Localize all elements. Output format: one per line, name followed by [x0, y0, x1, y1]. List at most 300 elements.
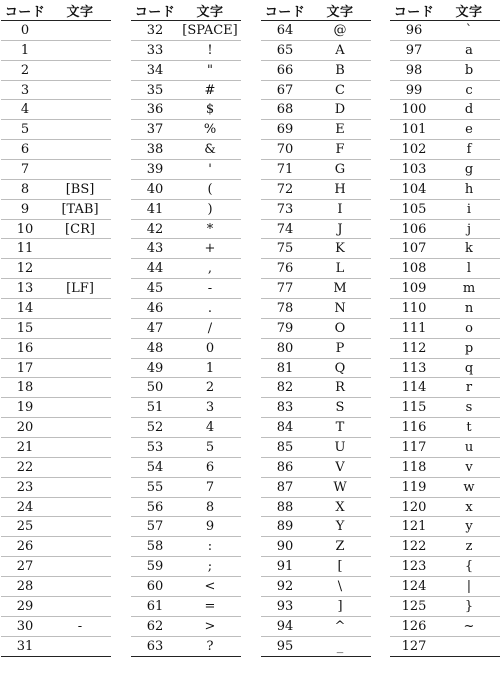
table-row: [390, 498, 500, 518]
code-cell: 91: [276, 559, 294, 575]
char-cell: W: [333, 479, 347, 495]
table-row: [131, 597, 241, 617]
code-cell: 120: [401, 499, 427, 515]
code-cell: 56: [146, 499, 164, 515]
table-row: [1, 637, 111, 657]
table-row: [261, 239, 371, 259]
char-cell: k: [465, 241, 473, 257]
char-cell: w: [463, 479, 475, 495]
char-cell: P: [335, 340, 345, 356]
code-cell: 7: [20, 161, 30, 177]
table-row: [1, 21, 111, 41]
table-row: [1, 517, 111, 537]
table-body: [390, 21, 500, 657]
table-row: [390, 597, 500, 617]
char-cell: b: [464, 62, 474, 78]
char-cell: I: [337, 201, 343, 217]
table-row: [390, 160, 500, 180]
char-header: 文字: [196, 4, 224, 20]
table-body: [131, 21, 241, 657]
table-row: [1, 160, 111, 180]
code-cell: 4: [20, 102, 30, 118]
char-cell: p: [464, 340, 474, 356]
table-row: [1, 537, 111, 557]
code-cell: 61: [146, 598, 164, 614]
table-row: [261, 458, 371, 478]
char-cell: 3: [205, 400, 215, 416]
code-cell: 47: [146, 320, 164, 336]
table-row: [390, 41, 500, 61]
table-row: [261, 339, 371, 359]
code-cell: 80: [276, 340, 294, 356]
code-cell: 62: [146, 618, 164, 634]
char-cell: z: [465, 539, 473, 555]
char-cell: 8: [205, 499, 215, 515]
table-block-3: [390, 0, 500, 657]
char-cell: [LF]: [66, 281, 94, 297]
table-row: [1, 398, 111, 418]
code-cell: 58: [146, 539, 164, 555]
code-cell: 92: [276, 578, 294, 594]
code-cell: 79: [276, 320, 294, 336]
char-cell: K: [335, 241, 345, 257]
table-row: [261, 398, 371, 418]
table-row: [390, 517, 500, 537]
char-cell: ]: [337, 598, 343, 614]
table-block-0: [1, 0, 111, 657]
table-row: [261, 279, 371, 299]
char-cell: >: [204, 618, 216, 634]
table-row: [1, 478, 111, 498]
char-cell: {: [464, 559, 474, 575]
table-row: [261, 418, 371, 438]
char-cell: q: [464, 360, 474, 376]
table-row: [390, 359, 500, 379]
code-cell: 44: [146, 261, 164, 277]
char-cell: [SPACE]: [182, 22, 238, 38]
code-cell: 121: [401, 519, 427, 535]
char-cell: X: [335, 499, 345, 515]
char-cell: e: [465, 122, 473, 138]
table-row: [1, 220, 111, 240]
table-row: [131, 220, 241, 240]
char-cell: S: [335, 400, 345, 416]
code-cell: 73: [276, 201, 294, 217]
code-cell: 85: [276, 439, 294, 455]
code-cell: 49: [146, 360, 164, 376]
table-row: [131, 61, 241, 81]
char-cell: /: [207, 320, 213, 336]
code-cell: 66: [276, 62, 294, 78]
code-cell: 114: [401, 380, 427, 396]
char-cell: \: [337, 578, 343, 594]
code-cell: 87: [276, 479, 294, 495]
table-row: [131, 537, 241, 557]
table-row: [131, 398, 241, 418]
table-row: [390, 100, 500, 120]
table-row: [131, 21, 241, 41]
char-cell: 9: [205, 519, 215, 535]
char-cell: 6: [205, 459, 215, 475]
table-row: [131, 81, 241, 101]
char-cell: [BS]: [65, 181, 95, 197]
code-cell: 39: [146, 161, 164, 177]
table-row: [131, 617, 241, 637]
table-row: [131, 458, 241, 478]
char-cell: N: [334, 300, 346, 316]
table-body: [261, 21, 371, 657]
char-cell: Q: [334, 360, 346, 376]
table-row: [1, 458, 111, 478]
code-cell: 95: [276, 638, 294, 654]
table-row: [131, 299, 241, 319]
code-cell: 20: [16, 420, 34, 436]
char-cell: =: [204, 598, 216, 614]
code-header: コード: [264, 4, 306, 20]
table-row: [390, 637, 500, 657]
code-cell: 6: [20, 142, 30, 158]
code-cell: 118: [401, 459, 427, 475]
char-cell: *: [206, 221, 214, 237]
char-cell: Z: [335, 539, 345, 555]
code-cell: 31: [16, 638, 34, 654]
code-cell: 45: [146, 281, 164, 297]
code-cell: 48: [146, 340, 164, 356]
code-cell: 108: [401, 261, 427, 277]
table-row: [261, 21, 371, 41]
table-row: [390, 537, 500, 557]
table-row: [261, 438, 371, 458]
table-row: [390, 478, 500, 498]
code-cell: 81: [276, 360, 294, 376]
table-header: [131, 0, 241, 21]
code-cell: 75: [276, 241, 294, 257]
table-row: [131, 100, 241, 120]
char-cell: ~: [463, 618, 475, 634]
code-cell: 9: [20, 201, 30, 217]
char-cell: 0: [205, 340, 215, 356]
char-header: 文字: [455, 4, 483, 20]
code-cell: 89: [276, 519, 294, 535]
char-cell: v: [465, 459, 473, 475]
char-cell: M: [333, 281, 347, 297]
char-cell: B: [335, 62, 345, 78]
char-cell: o: [465, 320, 473, 336]
code-cell: 11: [16, 241, 34, 257]
char-cell: +: [204, 241, 216, 257]
char-cell: T: [335, 420, 345, 436]
table-row: [261, 378, 371, 398]
char-cell: i: [466, 201, 472, 217]
code-cell: 67: [276, 82, 294, 98]
char-cell: n: [464, 300, 474, 316]
char-cell: ,: [207, 261, 213, 277]
code-cell: 82: [276, 380, 294, 396]
code-cell: 63: [146, 638, 164, 654]
code-cell: 0: [20, 22, 30, 38]
table-row: [261, 41, 371, 61]
char-cell: d: [464, 102, 474, 118]
table-row: [390, 200, 500, 220]
code-cell: 106: [401, 221, 427, 237]
code-cell: 83: [276, 400, 294, 416]
code-cell: 40: [146, 181, 164, 197]
char-cell: R: [335, 380, 345, 396]
char-cell: Y: [335, 519, 345, 535]
char-cell: h: [464, 181, 474, 197]
table-row: [261, 259, 371, 279]
table-row: [131, 438, 241, 458]
table-row: [1, 597, 111, 617]
code-cell: 96: [405, 22, 423, 38]
char-cell: _: [336, 638, 344, 654]
code-cell: 37: [146, 122, 164, 138]
code-cell: 53: [146, 439, 164, 455]
code-cell: 103: [401, 161, 427, 177]
code-cell: 13: [16, 281, 34, 297]
char-cell: f: [466, 142, 472, 158]
table-row: [1, 259, 111, 279]
code-cell: 27: [16, 559, 34, 575]
code-cell: 101: [401, 122, 427, 138]
table-row: [261, 220, 371, 240]
char-cell: A: [335, 42, 345, 58]
code-cell: 33: [146, 42, 164, 58]
table-row: [390, 81, 500, 101]
table-row: [1, 359, 111, 379]
table-header: [390, 0, 500, 21]
table-row: [261, 200, 371, 220]
char-cell: .: [207, 300, 213, 316]
char-cell: g: [464, 161, 474, 177]
char-cell: r: [465, 380, 473, 396]
code-cell: 17: [16, 360, 34, 376]
table-row: [261, 557, 371, 577]
char-cell: ;: [207, 559, 213, 575]
table-row: [131, 160, 241, 180]
code-cell: 90: [276, 539, 294, 555]
table-row: [390, 120, 500, 140]
code-cell: 98: [405, 62, 423, 78]
table-row: [131, 478, 241, 498]
table-row: [1, 557, 111, 577]
char-cell: m: [462, 281, 476, 297]
code-cell: 52: [146, 420, 164, 436]
table-row: [261, 478, 371, 498]
char-cell: L: [335, 261, 345, 277]
char-cell: H: [334, 181, 346, 197]
code-cell: 99: [405, 82, 423, 98]
table-row: [131, 279, 241, 299]
code-cell: 74: [276, 221, 294, 237]
code-cell: 71: [276, 161, 294, 177]
code-cell: 25: [16, 519, 34, 535]
table-row: [390, 418, 500, 438]
code-cell: 94: [276, 618, 294, 634]
char-cell: U: [334, 439, 346, 455]
table-row: [261, 498, 371, 518]
char-cell: 1: [205, 360, 215, 376]
table-row: [1, 319, 111, 339]
table-row: [1, 140, 111, 160]
code-cell: 69: [276, 122, 294, 138]
char-cell: -: [77, 618, 83, 634]
table-row: [1, 239, 111, 259]
table-row: [390, 458, 500, 478]
char-cell: <: [204, 578, 216, 594]
table-row: [261, 100, 371, 120]
table-block-2: [261, 0, 371, 657]
code-cell: 119: [401, 479, 427, 495]
table-row: [131, 557, 241, 577]
char-cell: [: [337, 559, 343, 575]
code-cell: 102: [401, 142, 427, 158]
code-cell: 115: [401, 400, 427, 416]
code-cell: 60: [146, 578, 164, 594]
code-cell: 109: [401, 281, 427, 297]
char-cell: D: [334, 102, 346, 118]
char-cell: 5: [205, 439, 215, 455]
code-cell: 97: [405, 42, 423, 58]
table-body: [1, 21, 111, 657]
code-cell: 2: [20, 62, 30, 78]
table-row: [131, 517, 241, 537]
code-cell: 76: [276, 261, 294, 277]
table-row: [131, 339, 241, 359]
table-header: [261, 0, 371, 21]
char-cell: -: [207, 281, 213, 297]
table-row: [1, 617, 111, 637]
code-cell: 72: [276, 181, 294, 197]
char-cell: |: [466, 578, 472, 594]
code-cell: 43: [146, 241, 164, 257]
table-row: [261, 577, 371, 597]
table-row: [390, 220, 500, 240]
char-header: 文字: [326, 4, 354, 20]
code-cell: 26: [16, 539, 34, 555]
code-cell: 51: [146, 400, 164, 416]
code-header: コード: [393, 4, 435, 20]
table-row: [1, 438, 111, 458]
table-row: [390, 180, 500, 200]
table-row: [261, 140, 371, 160]
char-cell: F: [335, 142, 345, 158]
char-cell: [TAB]: [61, 201, 99, 217]
char-cell: :: [207, 539, 213, 555]
code-cell: 36: [146, 102, 164, 118]
table-row: [390, 140, 500, 160]
table-row: [261, 617, 371, 637]
code-cell: 113: [401, 360, 427, 376]
char-cell: 2: [205, 380, 215, 396]
code-cell: 93: [276, 598, 294, 614]
code-cell: 14: [16, 300, 34, 316]
table-row: [1, 120, 111, 140]
code-cell: 122: [401, 539, 427, 555]
char-cell: `: [465, 22, 473, 38]
table-row: [1, 279, 111, 299]
table-row: [131, 637, 241, 657]
char-cell: x: [465, 499, 473, 515]
code-cell: 16: [16, 340, 34, 356]
char-cell: j: [466, 221, 472, 237]
table-row: [131, 378, 241, 398]
char-cell: V: [335, 459, 345, 475]
code-cell: 104: [401, 181, 427, 197]
char-cell: a: [465, 42, 473, 58]
table-row: [261, 120, 371, 140]
table-row: [1, 180, 111, 200]
table-row: [131, 200, 241, 220]
char-cell: (: [207, 181, 213, 197]
code-cell: 42: [146, 221, 164, 237]
table-row: [261, 517, 371, 537]
table-row: [261, 319, 371, 339]
char-cell: $: [205, 102, 215, 118]
table-row: [131, 418, 241, 438]
char-cell: ): [207, 201, 213, 217]
table-row: [131, 498, 241, 518]
code-cell: 1: [20, 42, 30, 58]
table-row: [1, 61, 111, 81]
char-cell: @: [333, 22, 347, 38]
table-row: [390, 378, 500, 398]
code-cell: 124: [401, 578, 427, 594]
char-cell: y: [465, 519, 473, 535]
table-row: [390, 438, 500, 458]
table-row: [1, 200, 111, 220]
code-cell: 35: [146, 82, 164, 98]
table-row: [390, 279, 500, 299]
code-cell: 5: [20, 122, 30, 138]
table-row: [131, 41, 241, 61]
table-row: [261, 61, 371, 81]
char-cell: 4: [205, 420, 215, 436]
code-cell: 126: [401, 618, 427, 634]
table-row: [261, 160, 371, 180]
table-row: [390, 557, 500, 577]
char-cell: u: [464, 439, 474, 455]
table-row: [131, 140, 241, 160]
table-row: [390, 339, 500, 359]
char-cell: l: [466, 261, 472, 277]
char-cell: G: [334, 161, 346, 177]
code-cell: 70: [276, 142, 294, 158]
code-cell: 117: [401, 439, 427, 455]
char-cell: O: [334, 320, 346, 336]
code-cell: 38: [146, 142, 164, 158]
char-cell: J: [337, 221, 343, 237]
table-row: [131, 577, 241, 597]
char-cell: ?: [206, 638, 214, 654]
table-row: [1, 41, 111, 61]
code-cell: 68: [276, 102, 294, 118]
code-cell: 86: [276, 459, 294, 475]
table-row: [261, 637, 371, 657]
char-cell: E: [335, 122, 345, 138]
code-cell: 77: [276, 281, 294, 297]
table-row: [390, 259, 500, 279]
table-row: [1, 339, 111, 359]
code-cell: 10: [16, 221, 34, 237]
table-header: [1, 0, 111, 21]
table-row: [261, 597, 371, 617]
code-header: コード: [134, 4, 176, 20]
table-row: [131, 239, 241, 259]
code-cell: 19: [16, 400, 34, 416]
code-cell: 15: [16, 320, 34, 336]
table-row: [1, 100, 111, 120]
